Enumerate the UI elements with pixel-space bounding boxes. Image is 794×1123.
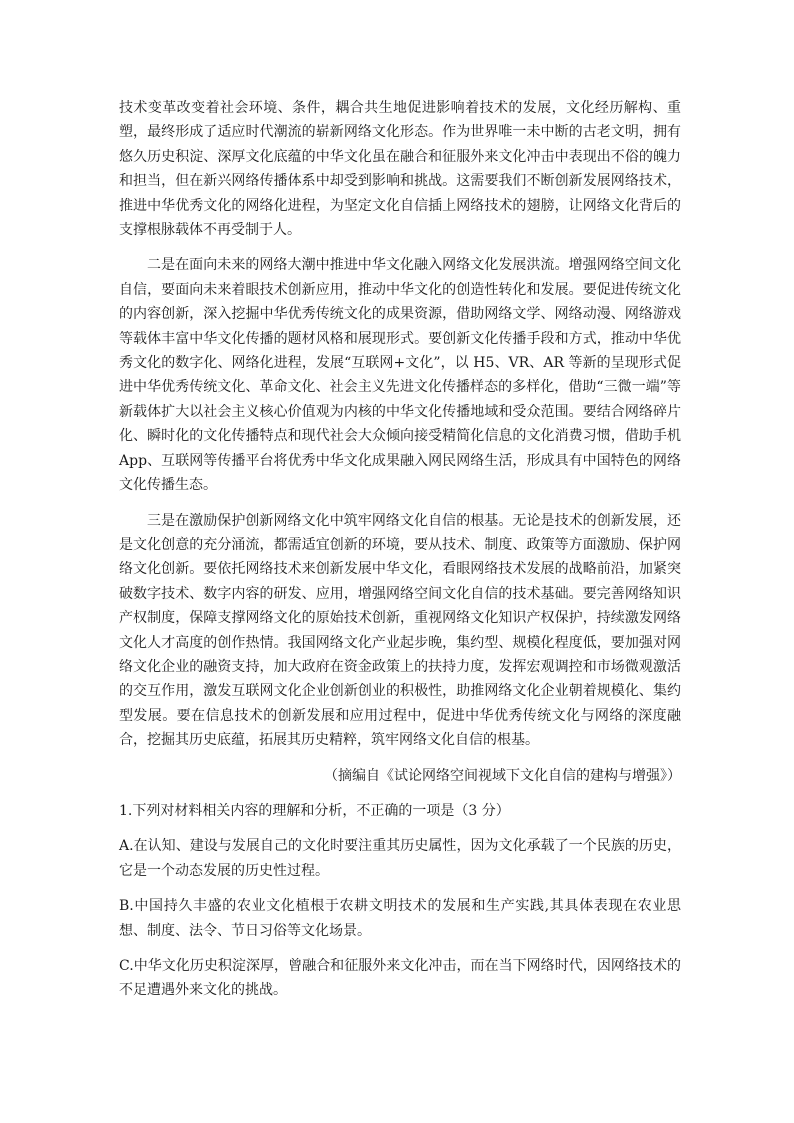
article-paragraph-3: 三是在激励保护创新网络文化中筑牢网络文化自信的根基。无论是技术的创新发展，还是文化创意的充分涌流，都需适宜创新的环境，要从技术、制度、政策等方面激励、保护网络文化创新。要依托网络技术来创新发展中华文化，看眼网络技术发展的战略前沿，加紧突破数字技术、数字内容的研发、应用，增强网络空间文化自信的技术基础。要完善网络知识产权制度，保障支撑网络文化的原始技术创新，重视网络文化知识产权保护，持续激发网络文化人才高度的创作热情。我国网络文化产业起步晚，集约型、规模化程度低，要加强对网络文化企业的融资支持，加大政府在资金政策上的扶持力度，发挥宏观调控和市场微观激活的交互作用，激发互联网文化企业创新创业的积极性，助推网络文化企业朝着规模化、集约型发展。要在信息技术的创新发展和应用过程中，促进中华优秀传统文化与网络的深度融合，挖掘其历史底蕴，拓展其历史精粹，筑牢网络文化自信的根基。 [119,512,681,749]
question-stem: 1.下列对材料相关内容的理解和分析，不正确的一项是（3 分） [119,802,510,819]
article-paragraph-2: 二是在面向未来的网络大潮中推进中华文化融入网络文化发展洪流。增强网络空间文化自信，要面向未来着眼技术创新应用，推动中华文化的创造性转化和发展。要促进传统文化的内容创新，深入挖掘中华优秀传统文化的成果资源，借助网络文学、网络动漫、网络游戏等载体丰富中华文化传播的题材风格和展现形式。要创新文化传播手段和方式，推动中华优秀文化的数字化、网络化进程，发展“互联网+文化”，以 H5、VR、AR 等新的呈现形式促进中华优秀传统文化、革命文化、社会主义先进文化传播样态的多样化，借助“三微一端”等新载体扩大以社会主义核心价值观为内核的中华文化传播地域和受众范围。要结合网络碎片化、瞬时化的文化传播特点和现代社会大众倾向接受精简化信息的文化消费习惯，借助手机App、互联网等传播平台将优秀中华文化成果融入网民网络生活，形成具有中国特色的网络文化传播生态。 [119,257,681,494]
option-a: A.在认知、建设与发展自己的文化时要注重其历史属性，因为文化承载了一个民族的历史，它是一个动态发展的历史性过程。 [119,838,681,879]
article-source: （摘编自《试论网络空间视域下文化自信的建构与增强》） [324,767,681,784]
option-b: B.中国持久丰盛的农业文化植根于农耕文明技术的发展和生产实践,其具体表现在农业思想、制度、法令、节日习俗等文化场景。 [119,898,681,939]
article-paragraph-1: 技术变革改变着社会环境、条件，耦合共生地促进影响着技术的发展，文化经历解构、重塑，最终形成了适应时代潮流的崭新网络文化形态。作为世界唯一未中断的古老文明，拥有悠久历史积淀、深厚文化底蕴的中华文化虽在融合和征服外来文化冲击中表现出不俗的魄力和担当，但在新兴网络传播体系中却受到影响和挑战。这需要我们不断创新发展网络技术，推进中华优秀文化的网络化进程，为坚定文化自信插上网络技术的翅膀，让网络文化背后的支撑根脉载体不再受制于人。 [119,100,681,239]
document-page [119,96,681,1014]
option-c: C.中华文化历史积淀深厚，曾融合和征服外来文化冲击，而在当下网络时代，因网络技术的不足遭遇外来文化的挑战。 [119,958,681,999]
